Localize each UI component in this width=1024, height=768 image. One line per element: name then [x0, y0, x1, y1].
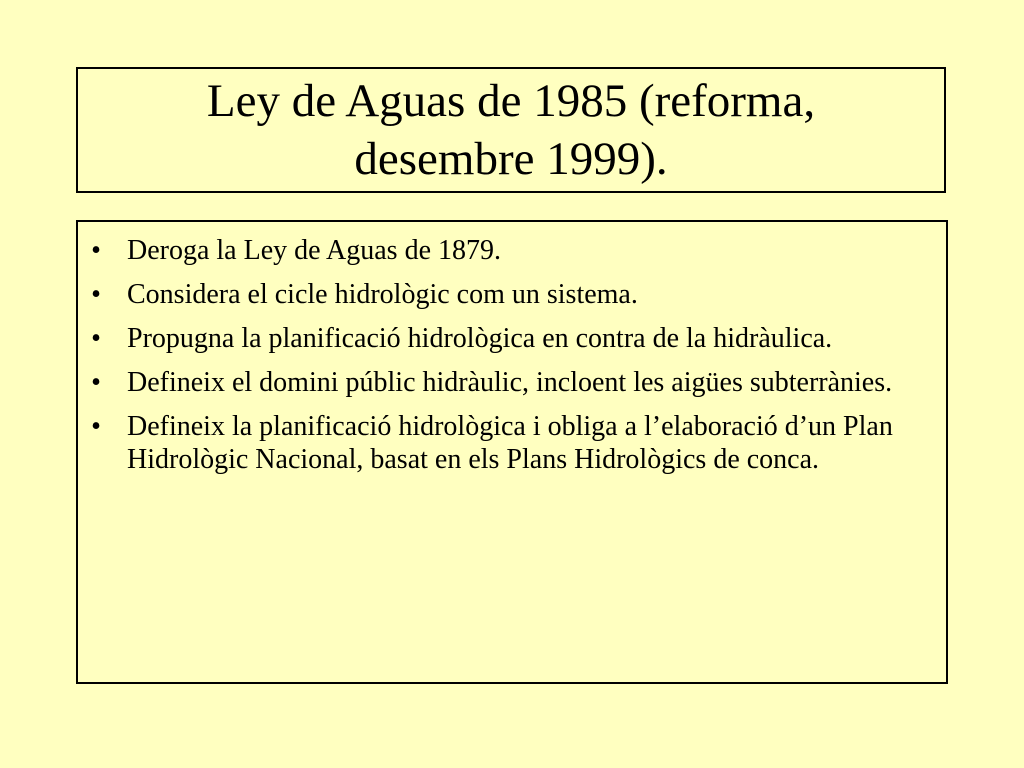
bullet-item-3 — [78, 322, 946, 355]
bullet-text: Considera el cicle hidrològic com un sistema. — [127, 279, 638, 310]
bullet-text: Propugna la planificació hidrològica en contra de la hidràulica. — [127, 323, 833, 354]
bullet-icon: • — [91, 323, 101, 354]
slide-title — [207, 72, 815, 188]
bullet-list — [78, 234, 946, 487]
bullet-text: Defineix la planificació hidrològica i obliga a l’elaboració d’un Plan Hidrològic Nacional, basat en els Plans Hidrològics de conca. — [127, 411, 893, 475]
bullet-text: Deroga la Ley de Aguas de 1879. — [127, 235, 501, 266]
bullet-icon: • — [91, 411, 101, 442]
bullet-icon: • — [91, 235, 101, 266]
bullet-icon: • — [91, 367, 101, 398]
bullet-item-2 — [78, 278, 946, 311]
bullet-icon: • — [91, 279, 101, 310]
slide-title-line-1: Ley de Aguas de 1985 (reforma, — [206, 75, 816, 127]
title-box — [76, 67, 946, 193]
bullet-text: Defineix el domini públic hidràulic, incloent les aigües subterrànies. — [127, 367, 893, 398]
bullet-item-4 — [78, 366, 946, 399]
slide-title-line-2: desembre 1999). — [354, 133, 668, 185]
bullet-item-1 — [78, 234, 946, 267]
content-box — [76, 220, 948, 684]
bullet-item-5 — [78, 410, 946, 476]
